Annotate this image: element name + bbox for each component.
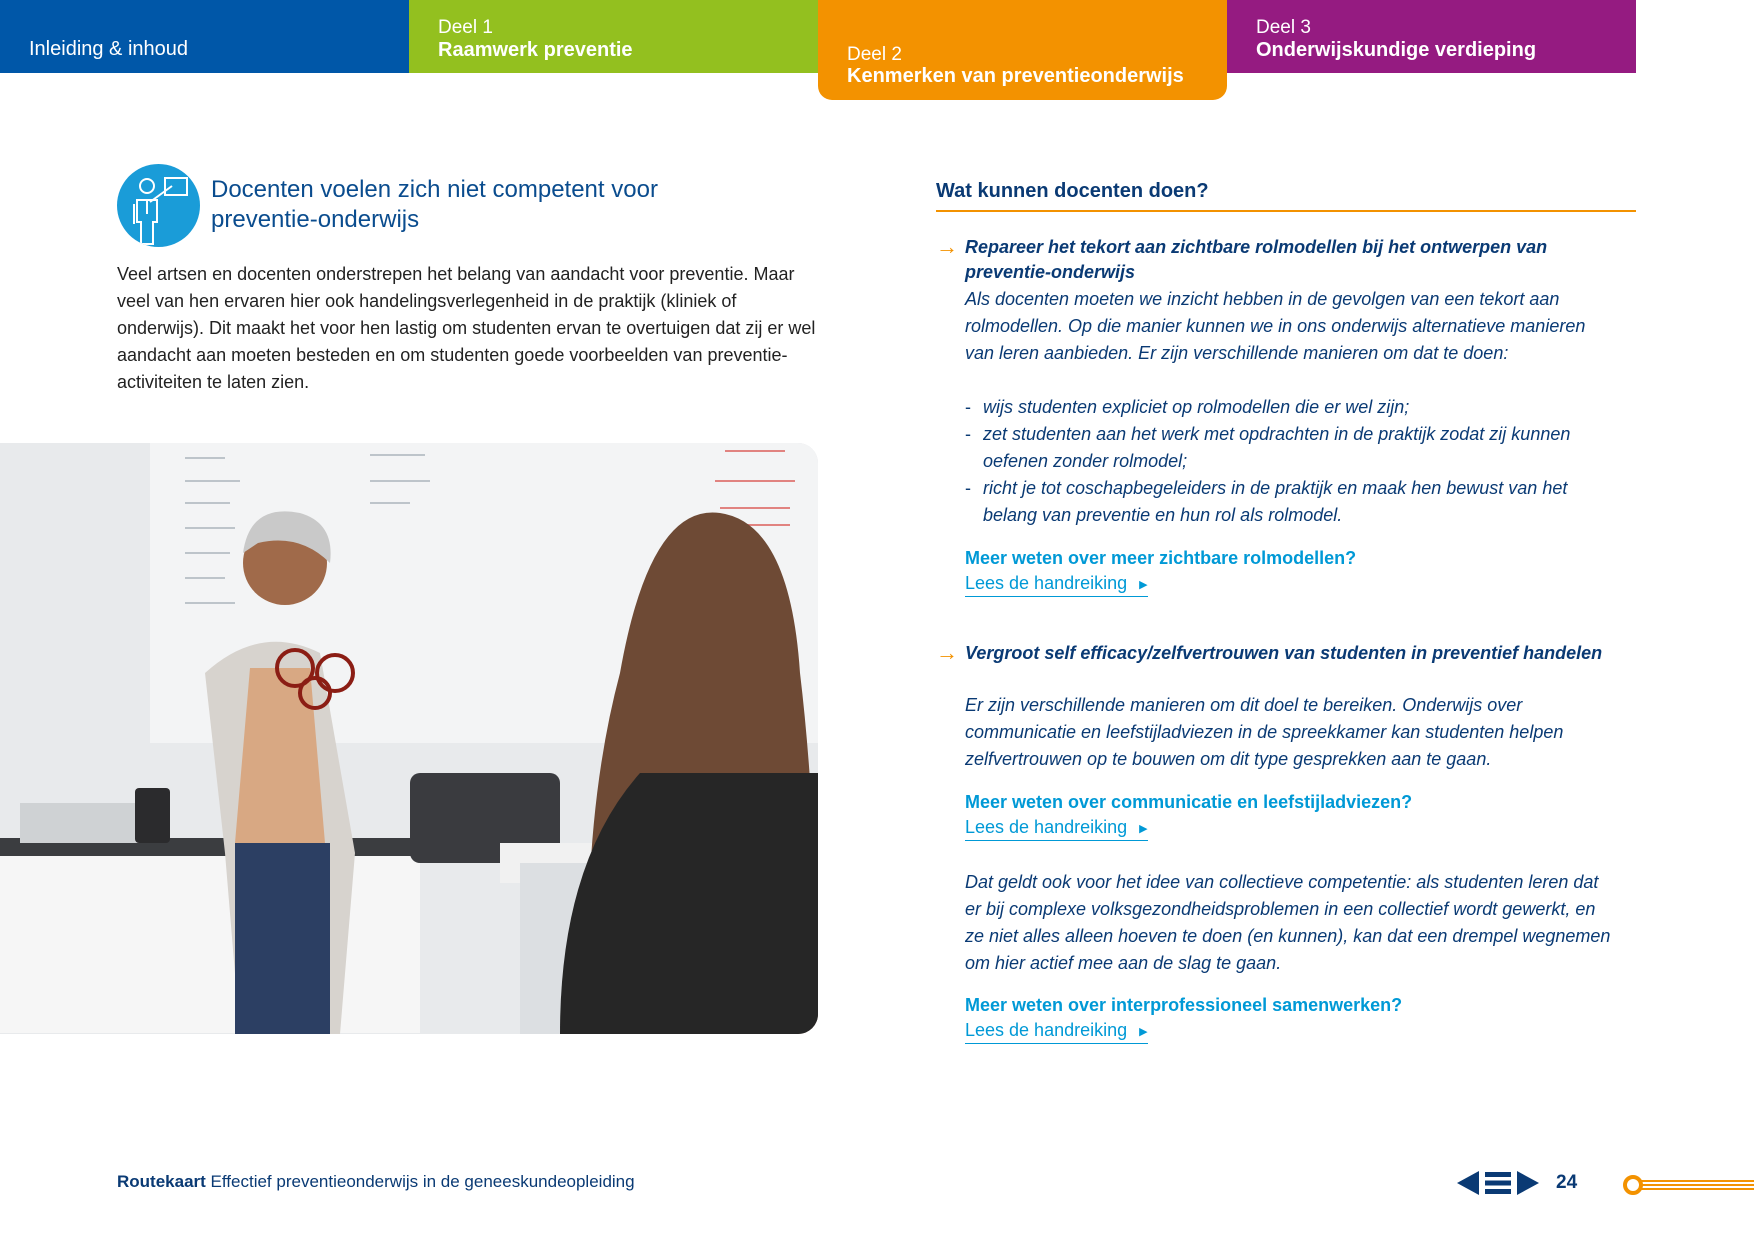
- list-item: [965, 475, 1605, 529]
- list-item: [965, 421, 1605, 475]
- point-1-text: Als docenten moeten we inzicht hebben in de gevolgen van een tekort aan rolmodellen. Op die manier kunnen we in ons onderwijs alternatieve manieren van leren aanbieden. Er zijn verschillende manieren om dat te doen:: [965, 289, 1586, 363]
- list-item-text: wijs studenten expliciet op rolmodellen die er wel zijn;: [983, 397, 1410, 417]
- tab-inleiding[interactable]: [0, 0, 409, 73]
- more-info-question: Meer weten over communicatie en leefstijladviezen?: [965, 792, 1413, 812]
- page-number: 24: [1556, 1172, 1578, 1193]
- right-column-title: Wat kunnen docenten doen?: [936, 180, 1209, 202]
- tab-label: Raamwerk preventie: [438, 39, 633, 61]
- tab-deel-1[interactable]: [409, 0, 818, 73]
- tab-sub-label: Deel 2: [847, 44, 902, 65]
- title-divider: [936, 210, 1636, 212]
- play-arrow-icon: ▶: [1139, 578, 1148, 591]
- list-item-text: richt je tot coschapbegeleiders in de praktijk en maak hen bewust van het belang van preventie en hun rol als rolmodel.: [983, 478, 1568, 525]
- arrow-right-icon: →: [936, 234, 958, 259]
- tab-deel-2[interactable]: [818, 0, 1227, 100]
- tab-sub-label: Deel 3: [1256, 17, 1311, 38]
- arrow-right-icon: →: [936, 640, 958, 665]
- play-arrow-icon: ▶: [1139, 1025, 1148, 1038]
- bullet-dash: -: [965, 397, 971, 417]
- teacher-icon: [117, 164, 200, 247]
- tab-deel-3[interactable]: [1227, 0, 1636, 73]
- footer-brand: Routekaart: [117, 1172, 206, 1191]
- footer-title: [117, 1172, 635, 1192]
- footer-subtitle: Effectief preventieonderwijs in de geneeskundeopleiding: [210, 1172, 635, 1191]
- list-item: [965, 394, 1605, 421]
- link-label: Lees de handreiking: [965, 1020, 1128, 1040]
- read-guide-link[interactable]: [965, 573, 1148, 597]
- route-line-decoration: [1622, 1174, 1754, 1196]
- section-heading: Docenten voelen zich niet competent voor preventie-onderwijs: [211, 176, 658, 233]
- point-1-bullet-list: [965, 394, 1605, 529]
- more-info-question: Meer weten over interprofessioneel samenwerken?: [965, 995, 1403, 1015]
- point-2-text-extra: Dat geldt ook voor het idee van collectieve competentie: als studenten leren dat er bij complexe volksgezondheidsproblemen in een collectief wordt gewerkt, en ze niet alles alleen hoeven te doen (en kunnen), kan dat een drempel wegnemen om hier actief mee aan de slag te gaan.: [965, 872, 1611, 973]
- play-arrow-icon: ▶: [1139, 822, 1148, 835]
- bullet-dash: -: [965, 424, 971, 444]
- tab-label: Kenmerken van preventieonderwijs: [847, 65, 1184, 87]
- point-2-title: Vergroot self efficacy/zelfvertrouwen van studenten in preventief handelen: [965, 643, 1603, 663]
- tab-label: Onderwijskundige verdieping: [1256, 39, 1537, 61]
- read-guide-link[interactable]: [965, 1020, 1148, 1044]
- tab-label: Inleiding & inhoud: [29, 38, 189, 60]
- read-guide-link[interactable]: [965, 817, 1148, 841]
- previous-page-icon[interactable]: [1457, 1171, 1479, 1195]
- intro-paragraph: Veel artsen en docenten onderstrepen het belang van aandacht voor preventie. Maar veel van hen ervaren hier ook handelingsverlegenheid in de praktijk (kliniek of onderwijs). Dit maakt het voor hen lastig om studenten ervan te overtuigen dat zij er wel aandacht aan moeten besteden en om studenten goede voorbeelden van preventie-activiteiten te laten zien.: [117, 264, 816, 392]
- next-page-icon[interactable]: [1517, 1171, 1539, 1195]
- more-info-question: Meer weten over meer zichtbare rolmodellen?: [965, 548, 1357, 568]
- point-2-text: Er zijn verschillende manieren om dit doel te bereiken. Onderwijs over communicatie en leefstijladviezen in de spreekkamer kan studenten helpen zelfvertrouwen op te bouwen om dit type gesprekken aan te gaan.: [965, 695, 1564, 769]
- classroom-photo: [0, 443, 818, 1034]
- point-1-title: Repareer het tekort aan zichtbare rolmodellen bij het ontwerpen van preventie-onderwijs: [965, 237, 1548, 282]
- menu-icon[interactable]: [1485, 1171, 1511, 1195]
- tab-sub-label: Deel 1: [438, 17, 493, 38]
- link-label: Lees de handreiking: [965, 817, 1128, 837]
- list-item-text: zet studenten aan het werk met opdrachten in de praktijk zodat zij kunnen oefenen zonder rolmodel;: [983, 424, 1571, 471]
- bullet-dash: -: [965, 478, 971, 498]
- link-label: Lees de handreiking: [965, 573, 1128, 593]
